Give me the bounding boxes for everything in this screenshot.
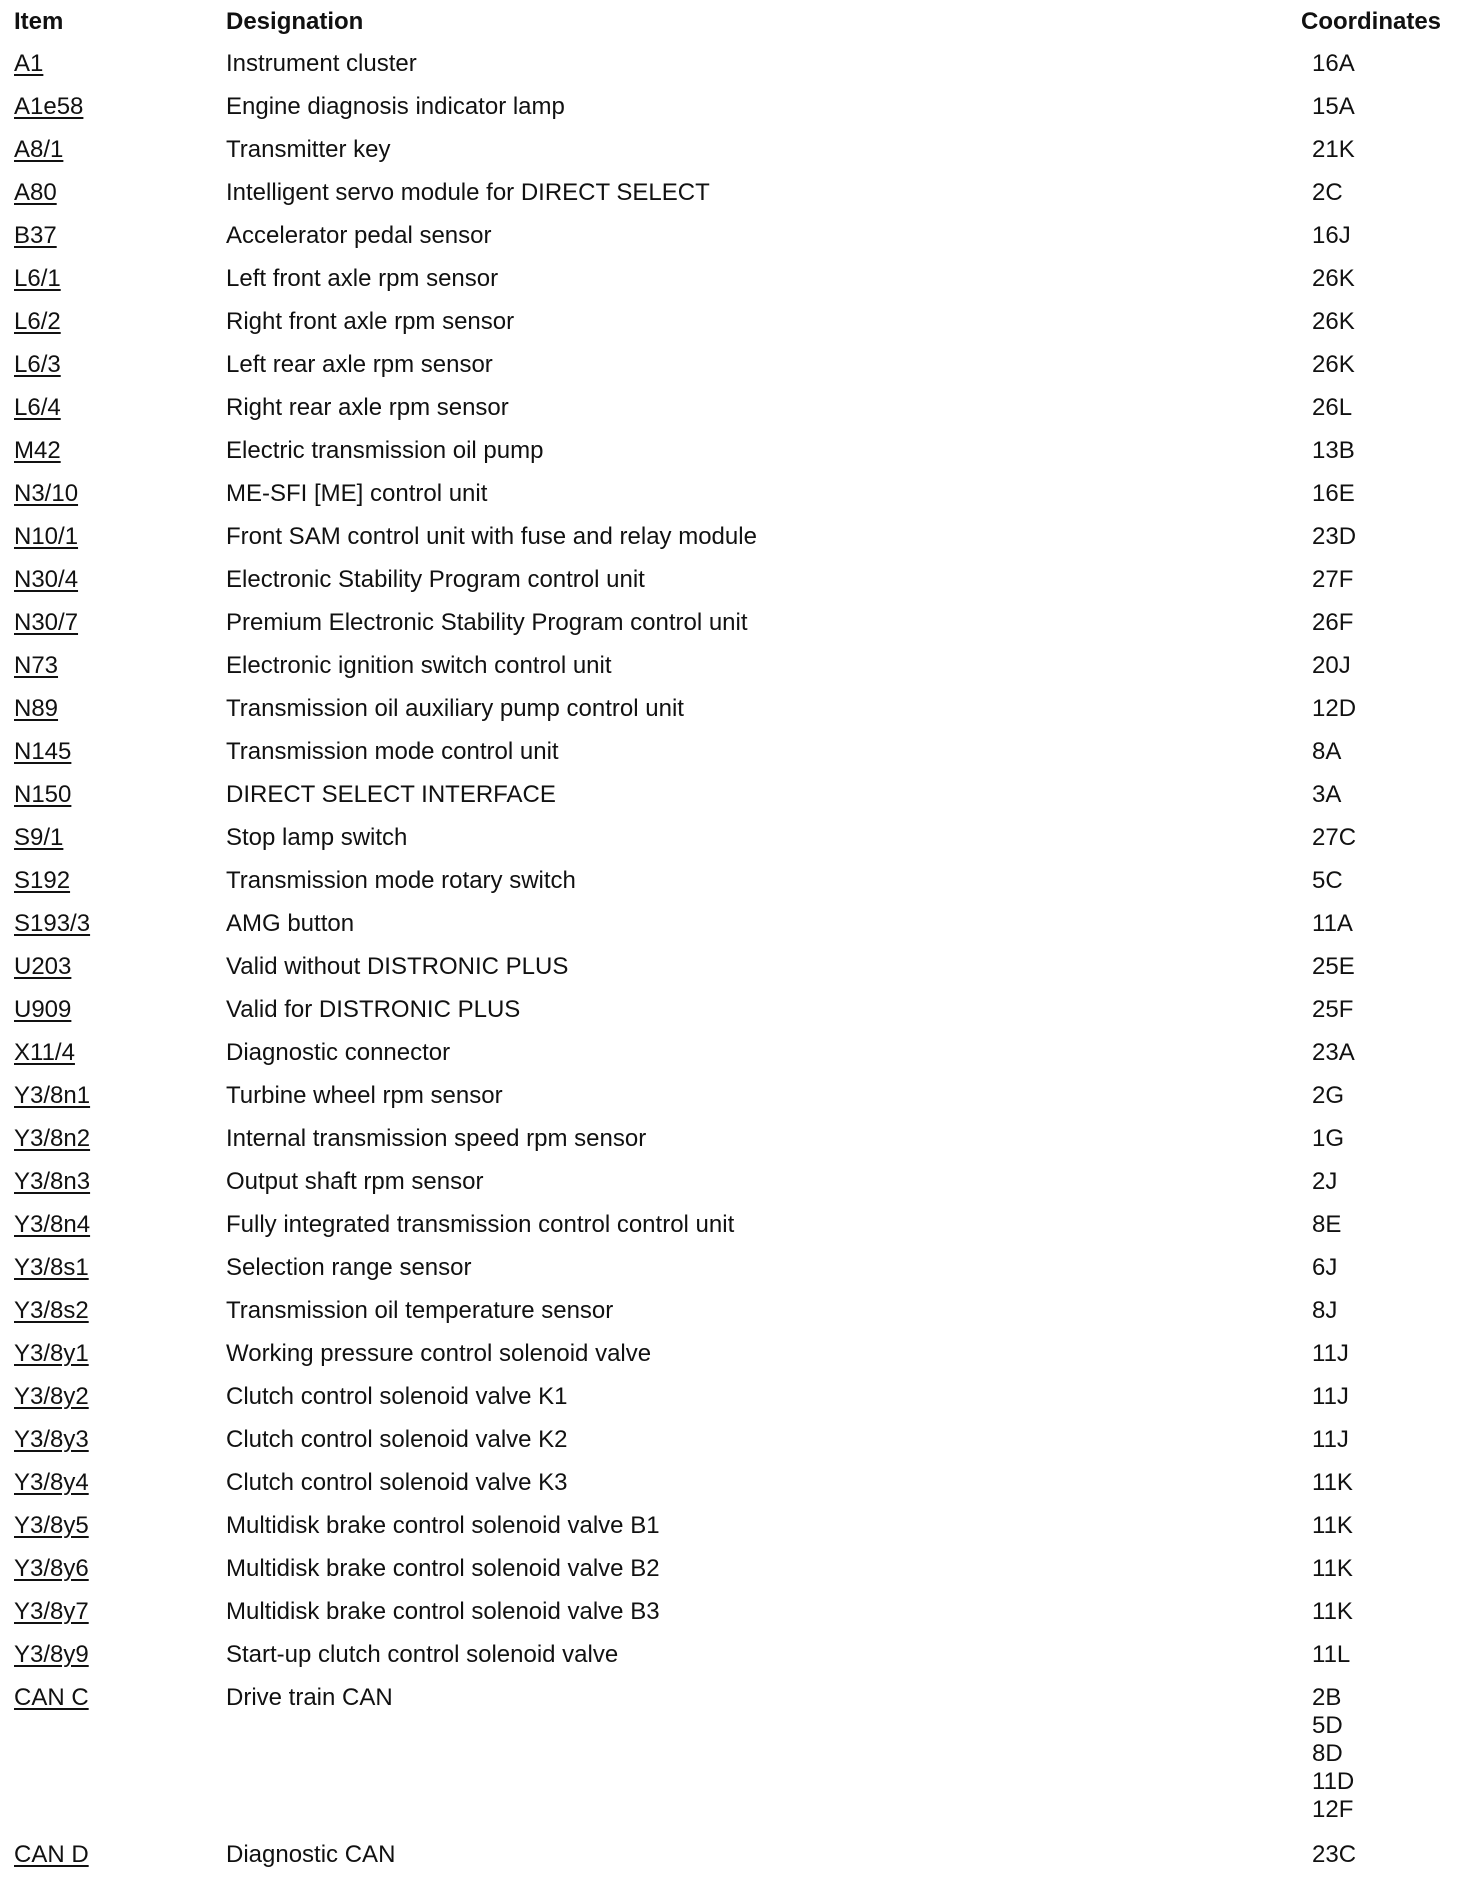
coordinates-cell — [1312, 609, 1353, 637]
designation-text: Drive train CAN — [226, 1684, 393, 1711]
coordinates-cell — [1312, 179, 1343, 207]
designation-text: Transmission mode rotary switch — [226, 867, 576, 894]
coordinate-value: 5C — [1312, 867, 1343, 894]
coordinates-cell — [1312, 1426, 1349, 1454]
coordinate-value: 11L — [1312, 1641, 1351, 1668]
item-link[interactable]: L6/1 — [14, 265, 61, 292]
designation-text: Electronic Stability Program control unit — [226, 566, 645, 593]
designation-text: Fully integrated transmission control control unit — [226, 1211, 735, 1238]
item-link[interactable]: N10/1 — [14, 523, 79, 550]
designation-text: Diagnostic CAN — [226, 1841, 396, 1868]
designation-text: Left rear axle rpm sensor — [226, 351, 493, 378]
table-row — [0, 1594, 1472, 1637]
designation-text: Instrument cluster — [226, 50, 417, 77]
coordinate-value: 16E — [1312, 480, 1355, 507]
designation-text: Valid for DISTRONIC PLUS — [226, 996, 521, 1023]
coordinates-cell — [1312, 1211, 1341, 1239]
coordinates-cell — [1312, 652, 1351, 680]
coordinate-value: 1G — [1312, 1125, 1345, 1152]
table-row — [0, 1078, 1472, 1121]
item-link[interactable]: A1 — [14, 50, 44, 77]
table-row — [0, 218, 1472, 261]
coordinate-value: 6J — [1312, 1254, 1338, 1281]
item-link[interactable]: A8/1 — [14, 136, 64, 163]
table-row — [0, 820, 1472, 863]
table-row — [0, 519, 1472, 562]
item-link[interactable]: L6/2 — [14, 308, 61, 335]
coordinates-cell — [1312, 1841, 1356, 1869]
coordinate-value: 11J — [1312, 1426, 1349, 1453]
coordinate-value: 12D — [1312, 695, 1357, 722]
coordinates-cell — [1312, 265, 1355, 293]
coordinates-cell — [1312, 1168, 1337, 1196]
item-link[interactable]: Y3/8y5 — [14, 1512, 89, 1539]
designation-text: Multidisk brake control solenoid valve B3 — [226, 1598, 660, 1625]
coordinate-value: 23A — [1312, 1039, 1355, 1066]
coordinate-value: 27C — [1312, 824, 1357, 851]
coordinates-cell — [1312, 308, 1355, 336]
designation-text: Premium Electronic Stability Program control unit — [226, 609, 748, 636]
coordinates-cell — [1312, 222, 1351, 250]
coordinates-cell — [1312, 867, 1343, 895]
item-link[interactable]: N30/7 — [14, 609, 79, 636]
coordinate-value: 8D — [1312, 1740, 1343, 1767]
table-row — [0, 1837, 1472, 1880]
coordinate-value: 5D — [1312, 1712, 1343, 1739]
coordinate-value: 25F — [1312, 996, 1354, 1023]
table-row — [0, 734, 1472, 777]
table-row — [0, 1551, 1472, 1594]
coordinates-cell — [1312, 566, 1353, 594]
designation-text: ME-SFI [ME] control unit — [226, 480, 488, 507]
designation-text: Internal transmission speed rpm sensor — [226, 1125, 647, 1152]
coordinates-cell — [1312, 1125, 1344, 1153]
component-table — [0, 46, 1472, 1880]
coordinate-value: 11K — [1312, 1469, 1353, 1496]
designation-text: Intelligent servo module for DIRECT SELECT — [226, 179, 710, 206]
table-row — [0, 304, 1472, 347]
coordinate-value: 11A — [1312, 910, 1353, 937]
table-row — [0, 347, 1472, 390]
coordinate-value: 16A — [1312, 50, 1355, 77]
designation-text: Stop lamp switch — [226, 824, 408, 851]
coordinate-value: 26F — [1312, 609, 1354, 636]
table-row — [0, 132, 1472, 175]
coordinates-cell — [1312, 781, 1341, 809]
designation-text: Transmission mode control unit — [226, 738, 559, 765]
item-link[interactable]: S192 — [14, 867, 71, 894]
designation-text: Left front axle rpm sensor — [226, 265, 499, 292]
coordinates-cell — [1312, 695, 1356, 723]
item-link[interactable]: B37 — [14, 222, 57, 249]
item-link[interactable]: N150 — [14, 781, 72, 808]
coordinate-value: 11K — [1312, 1512, 1353, 1539]
item-link[interactable]: A1e58 — [14, 93, 84, 120]
item-link[interactable]: Y3/8y7 — [14, 1598, 89, 1625]
designation-text: DIRECT SELECT INTERFACE — [226, 781, 556, 808]
designation-text: Transmitter key — [226, 136, 391, 163]
header-designation: Designation — [226, 8, 364, 35]
coordinate-value: 8E — [1312, 1211, 1342, 1238]
designation-text: Front SAM control unit with fuse and relay module — [226, 523, 757, 550]
coordinate-value: 26K — [1312, 265, 1355, 292]
designation-text: Accelerator pedal sensor — [226, 222, 492, 249]
coordinate-value: 21K — [1312, 136, 1355, 163]
designation-text: Electric transmission oil pump — [226, 437, 544, 464]
coordinates-cell — [1312, 824, 1356, 852]
coordinates-cell — [1312, 1340, 1349, 1368]
table-row — [0, 777, 1472, 820]
designation-text: Clutch control solenoid valve K3 — [226, 1469, 568, 1496]
coordinate-value: 13B — [1312, 437, 1355, 464]
coordinate-value: 11J — [1312, 1383, 1349, 1410]
coordinate-value: 11K — [1312, 1598, 1353, 1625]
designation-text: Selection range sensor — [226, 1254, 472, 1281]
item-link[interactable]: Y3/8n3 — [14, 1168, 91, 1195]
table-row — [0, 1121, 1472, 1164]
table-row — [0, 949, 1472, 992]
coordinates-cell — [1312, 1469, 1353, 1497]
coordinates-cell — [1312, 1555, 1353, 1583]
designation-text: Right front axle rpm sensor — [226, 308, 515, 335]
item-link[interactable]: U909 — [14, 996, 72, 1023]
table-row — [0, 390, 1472, 433]
item-link[interactable]: Y3/8y9 — [14, 1641, 89, 1668]
item-link[interactable]: Y3/8y4 — [14, 1469, 89, 1496]
item-link[interactable]: Y3/8y6 — [14, 1555, 89, 1582]
item-link[interactable]: S193/3 — [14, 910, 91, 937]
coordinate-value: 26L — [1312, 394, 1353, 421]
table-row — [0, 1336, 1472, 1379]
table-row — [0, 1680, 1472, 1837]
coordinates-cell — [1312, 437, 1355, 465]
designation-text: Electronic ignition switch control unit — [226, 652, 612, 679]
coordinates-cell — [1312, 523, 1356, 551]
table-row — [0, 863, 1472, 906]
item-link[interactable]: N30/4 — [14, 566, 79, 593]
designation-text: Multidisk brake control solenoid valve B1 — [226, 1512, 660, 1539]
item-link[interactable]: Y3/8y3 — [14, 1426, 89, 1453]
coordinates-cell — [1312, 93, 1355, 121]
table-row — [0, 1293, 1472, 1336]
table-row — [0, 476, 1472, 519]
coordinate-value: 2B — [1312, 1684, 1342, 1711]
coordinate-value: 2C — [1312, 179, 1343, 206]
table-row — [0, 46, 1472, 89]
table-row — [0, 906, 1472, 949]
table-row — [0, 1422, 1472, 1465]
item-link[interactable]: CAN D — [14, 1841, 89, 1868]
item-link[interactable]: CAN C — [14, 1684, 89, 1711]
designation-text: Right rear axle rpm sensor — [226, 394, 509, 421]
item-link[interactable]: Y3/8n4 — [14, 1211, 91, 1238]
coordinates-cell — [1312, 1383, 1349, 1411]
designation-text: Valid without DISTRONIC PLUS — [226, 953, 569, 980]
coordinates-cell — [1312, 1512, 1353, 1540]
header-coordinates: Coordinates — [1301, 8, 1442, 35]
table-row — [0, 1465, 1472, 1508]
coordinate-value: 26K — [1312, 308, 1355, 335]
coordinates-cell — [1312, 1641, 1350, 1669]
table-row — [0, 1637, 1472, 1680]
table-row — [0, 992, 1472, 1035]
item-link[interactable]: A80 — [14, 179, 57, 206]
coordinate-value: 8A — [1312, 738, 1342, 765]
item-link[interactable]: Y3/8s2 — [14, 1297, 89, 1324]
item-link[interactable]: U203 — [14, 953, 72, 980]
coordinate-value: 23D — [1312, 523, 1357, 550]
table-header — [0, 8, 1472, 40]
coordinate-value: 23C — [1312, 1841, 1357, 1868]
coordinates-cell — [1312, 394, 1352, 422]
coordinates-cell — [1312, 996, 1353, 1024]
table-row — [0, 691, 1472, 734]
item-link[interactable]: L6/3 — [14, 351, 61, 378]
coordinates-cell — [1312, 50, 1355, 78]
table-row — [0, 1164, 1472, 1207]
designation-text: Engine diagnosis indicator lamp — [226, 93, 565, 120]
coordinates-cell — [1312, 1039, 1355, 1067]
coordinate-value: 16J — [1312, 222, 1351, 249]
designation-text: Clutch control solenoid valve K1 — [226, 1383, 568, 1410]
coordinate-value: 2G — [1312, 1082, 1345, 1109]
coordinate-value: 26K — [1312, 351, 1355, 378]
item-link[interactable]: L6/4 — [14, 394, 61, 421]
designation-text: Diagnostic connector — [226, 1039, 451, 1066]
item-link[interactable]: Y3/8n2 — [14, 1125, 91, 1152]
coordinates-cell — [1312, 136, 1355, 164]
coordinate-value: 27F — [1312, 566, 1354, 593]
coordinates-cell — [1312, 910, 1353, 938]
table-row — [0, 1508, 1472, 1551]
table-row — [0, 1379, 1472, 1422]
table-row — [0, 1035, 1472, 1078]
designation-text: Multidisk brake control solenoid valve B2 — [226, 1555, 660, 1582]
coordinates-cell — [1312, 1598, 1353, 1626]
coordinates-cell — [1312, 351, 1355, 379]
table-row — [0, 433, 1472, 476]
item-link[interactable]: Y3/8y2 — [14, 1383, 89, 1410]
coordinate-value: 12F — [1312, 1796, 1354, 1823]
coordinates-cell — [1312, 953, 1355, 981]
item-link[interactable]: S9/1 — [14, 824, 64, 851]
table-row — [0, 175, 1472, 218]
designation-text: Clutch control solenoid valve K2 — [226, 1426, 568, 1453]
coordinates-cell — [1312, 738, 1341, 766]
coordinate-value: 20J — [1312, 652, 1351, 679]
item-link[interactable]: Y3/8s1 — [14, 1254, 89, 1281]
item-link[interactable]: Y3/8n1 — [14, 1082, 91, 1109]
coordinates-cell — [1312, 1684, 1354, 1824]
table-row — [0, 1250, 1472, 1293]
coordinates-cell — [1312, 480, 1355, 508]
coordinate-value: 3A — [1312, 781, 1342, 808]
header-item: Item — [14, 8, 64, 35]
designation-text: Working pressure control solenoid valve — [226, 1340, 652, 1367]
item-link[interactable]: Y3/8y1 — [14, 1340, 89, 1367]
coordinate-value: 11K — [1312, 1555, 1353, 1582]
designation-text: Turbine wheel rpm sensor — [226, 1082, 503, 1109]
designation-text: Start-up clutch control solenoid valve — [226, 1641, 619, 1668]
table-row — [0, 562, 1472, 605]
item-link[interactable]: N73 — [14, 652, 59, 679]
designation-text: Transmission oil auxiliary pump control unit — [226, 695, 684, 722]
designation-text: Transmission oil temperature sensor — [226, 1297, 614, 1324]
item-link[interactable]: N145 — [14, 738, 72, 765]
table-row — [0, 605, 1472, 648]
coordinate-value: 15A — [1312, 93, 1355, 120]
coordinate-value: 2J — [1312, 1168, 1338, 1195]
item-link[interactable]: N3/10 — [14, 480, 79, 507]
item-link[interactable]: M42 — [14, 437, 61, 464]
coordinate-value: 8J — [1312, 1297, 1338, 1324]
table-row — [0, 1207, 1472, 1250]
table-row — [0, 648, 1472, 691]
coordinates-cell — [1312, 1297, 1337, 1325]
coordinates-cell — [1312, 1254, 1337, 1282]
designation-text: Output shaft rpm sensor — [226, 1168, 484, 1195]
coordinate-value: 11D — [1312, 1768, 1355, 1795]
coordinate-value: 11J — [1312, 1340, 1349, 1367]
item-link[interactable]: N89 — [14, 695, 59, 722]
table-row — [0, 261, 1472, 304]
designation-text: AMG button — [226, 910, 355, 937]
coordinates-cell — [1312, 1082, 1344, 1110]
coordinate-value: 25E — [1312, 953, 1355, 980]
item-link[interactable]: X11/4 — [14, 1039, 75, 1066]
table-row — [0, 89, 1472, 132]
